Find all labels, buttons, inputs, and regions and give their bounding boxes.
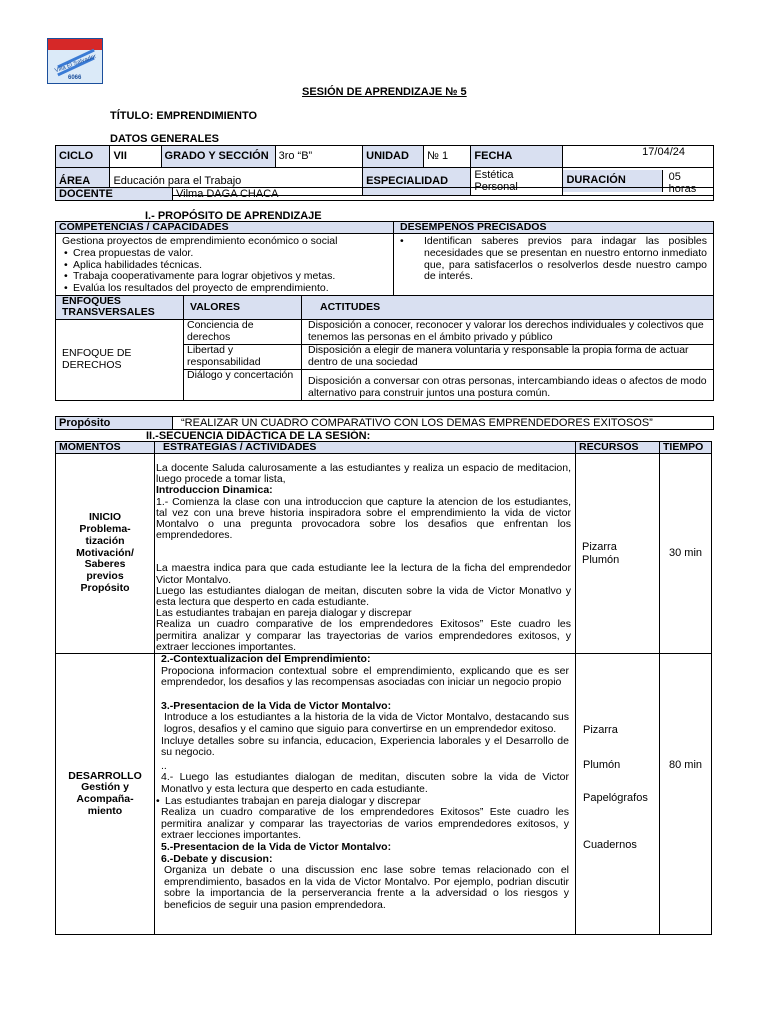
actitud-cell: Disposición a conocer, reconocer y valorar los derechos individuales y colectivos que tenemos las personas en el ámbito privado y público: [302, 320, 714, 345]
document-title: SESIÓN DE APRENDIZAJE № 5: [302, 86, 467, 98]
secuencia-table: [55, 441, 712, 935]
desarrollo-heading: 3.-Presentacion de la Vida de Victor Montalvo:: [161, 699, 392, 712]
tiempo-desarrollo: 80 min: [660, 654, 712, 935]
secuencia-heading: II.-SECUENCIA DIDÁCTICA DE LA SESIÓN:: [146, 430, 371, 442]
desempeno-text: Identifican saberes previos para indagar las posibles necesidades que se presentan en nuestro entorno inmediato que, para satisfacerlos o resolverlos desde nuestro campo de interés.: [424, 235, 707, 283]
inicio-paragraph: La maestra indica para que cada estudiante lee la lectura de la ficha del emprendedor Victor Montalvo.: [156, 562, 571, 586]
momento-line: Gestión y: [81, 781, 129, 794]
col-estrategias: ESTRATEGIAS / ACTIVIDADES: [155, 442, 576, 454]
recurso-item: Plumón: [583, 759, 621, 772]
especialidad-value: Estética Personal: [471, 168, 563, 196]
momento-desarrollo: [56, 654, 155, 935]
actitud-cell: Disposición a elegir de manera voluntaria y responsable la propia forma de actuar dentro de una sociedad: [302, 345, 714, 370]
area-value: Educación para el Trabajo: [110, 168, 363, 196]
recursos-inicio: [576, 454, 660, 654]
col-tiempo: TIEMPO: [660, 442, 712, 454]
proposito-value: “REALIZAR UN CUADRO COMPARATIVO CON LOS DEMAS EMPRENDEDORES EXITOSOS”: [173, 417, 714, 430]
momento-line: Acompaña-: [76, 793, 134, 806]
actitudes-header: ACTITUDES: [302, 296, 714, 320]
competencia-text: Gestiona proyectos de emprendimiento económico o social: [62, 235, 338, 247]
bullet-icon: •: [400, 235, 404, 247]
recurso-item: Plumón: [582, 553, 620, 566]
momento-line: miento: [87, 804, 123, 817]
valor-cell: Diálogo y concertación: [184, 370, 302, 401]
proposito-table: [55, 416, 714, 430]
valores-header: VALORES: [184, 296, 302, 320]
recurso-item: Papelógrafos: [583, 792, 648, 805]
docente-table: [55, 187, 714, 201]
actitud-cell: Disposición a conversar con otras personas, intercambiando ideas o afectos de modo alternativo para construir juntos una postura común.: [302, 370, 714, 401]
desarrollo-dots: ..: [161, 759, 167, 772]
desarrollo-paragraph: Realiza un cuadro comparative de los emprendedores Exitosos” Este cuadro les permitira analizar y comparar las trayectorias de varios emprendedores exitosos, y extraer lecciones importantes.: [161, 806, 569, 842]
especialidad-label: ESPECIALIDAD: [363, 168, 471, 196]
momento-line: Problema-: [79, 523, 131, 536]
inicio-paragraph: Realiza un cuadro comparative de los emprendedores Exitosos” Este cuadro les permitira analizar y comparar las trayectorias de varios emprendedores exitosos, y extraer lecciones importantes.: [156, 618, 571, 653]
recurso-item: Pizarra: [582, 541, 617, 554]
ciclo-label: CICLO: [56, 146, 110, 168]
desarrollo-heading: 2.-Contextualizacion del Emprendimiento:: [161, 653, 371, 666]
recursos-desarrollo: [576, 654, 660, 935]
ciclo-value: VII: [110, 146, 161, 168]
capacidad-item: • Crea propuestas de valor.: [62, 248, 387, 260]
desarrollo-paragraph: Propociona informacion contextual sobre el emprendimiento, explicando que es ser emprendedor, los desafios y las recompensas asociadas con iniciar un negocio propio: [161, 664, 569, 689]
momento-inicio: [56, 454, 155, 654]
competencias-table: [55, 221, 714, 298]
docente-value: Vilma DAGA CHACA: [173, 188, 714, 201]
fecha-label: FECHA: [471, 146, 563, 168]
grado-label: GRADO Y SECCIÓN: [161, 146, 275, 168]
recurso-item: Pizarra: [583, 724, 618, 737]
unidad-value: № 1: [424, 146, 471, 168]
momento-line: Saberes: [84, 558, 126, 571]
datos-heading: DATOS GENERALES: [110, 133, 219, 145]
inicio-paragraph: Luego las estudiantes dialogan de meitan, discuten sobre la vida de Victor Monatlvo y esta lectura que desperto en cada estudiante.: [156, 584, 571, 609]
enfoques-header: ENFOQUES TRANSVERSALES: [56, 296, 184, 320]
momento-line: DESARROLLO: [68, 769, 142, 782]
valor-cell: Libertad y responsabilidad: [184, 345, 302, 370]
momento-line: Motivación/: [76, 546, 134, 559]
desarrollo-bullets: [154, 796, 569, 808]
momento-line: Propósito: [80, 581, 130, 594]
inicio-paragraph: 1.- Comienza la clase con una introduccion que capture la atencion de los estudiantes, tal vez con una breve historia inspiradora sobre el emprendimiento la vida de victor Montalvo o una pregunta provocadora sobre los desafios que enfrentan los emprendedores.: [156, 495, 571, 542]
desarrollo-heading: 5.-Presentacion de la Vida de Victor Montalvo:: [161, 840, 392, 853]
inicio-heading: Introduccion Dinamica:: [156, 484, 273, 497]
competencias-cell: [56, 234, 394, 298]
desempenos-cell: [394, 234, 714, 298]
fecha-value: 17/04/24: [563, 146, 714, 168]
area-label: ÁREA: [56, 168, 110, 196]
enfoque-derechos: ENFOQUE DE DERECHOS: [56, 320, 184, 401]
inicio-paragraph: Las estudiantes trabajan en pareja dialogar y discrepar: [156, 607, 412, 620]
col-recursos: RECURSOS: [576, 442, 660, 454]
proposito-label: Propósito: [56, 417, 173, 430]
logo-code: 6066: [68, 75, 82, 81]
desarrollo-paragraph: 4.- Luego las estudiantes dialogan de meditan, discuten sobre la vida de Victor Monatlvo y esta lectura que desperto en cada estudiante.: [161, 771, 569, 795]
logo-text: Villa El Salvador: [54, 53, 98, 75]
valor-cell: Conciencia de derechos: [184, 320, 302, 345]
estrategias-inicio: [155, 454, 576, 654]
school-logo: [47, 38, 103, 84]
inicio-paragraph: La docente Saluda calurosamente a las estudiantes y realiza un espacio de meditacion, luego procede a tomar lista,: [156, 462, 571, 486]
desarrollo-heading: 6.-Debate y discusion:: [161, 852, 273, 865]
estrategias-desarrollo: [155, 654, 576, 935]
proposito-heading: I.- PROPÓSITO DE APRENDIZAJE: [145, 210, 322, 222]
recurso-item: Cuadernos: [583, 839, 637, 852]
duracion-value: 05 horas: [668, 171, 697, 196]
capacidad-item: • Aplica habilidades técnicas.: [62, 260, 387, 272]
unidad-label: UNIDAD: [363, 146, 424, 168]
duracion-label: DURACIÓN: [563, 170, 662, 192]
desempenos-header: DESEMPEÑOS PRECISADOS: [394, 222, 714, 234]
tiempo-inicio: 30 min: [660, 454, 712, 654]
desarrollo-paragraph: Organiza un debate o una discussion enc lase sobre temas relacionado con el emprendimiento, basados en la vida de Victor Montalvo. Por ejemplo, podrian discutir sobre la importancia de la perserverancia frente a la adversidad o los riesgos y beneficios de seguir una pasion emprendedora.: [164, 864, 569, 911]
enfoques-table: [55, 295, 714, 401]
momento-line: tización: [85, 534, 125, 547]
capacidad-item: • Evalúa los resultados del proyecto de emprendimiento.: [62, 283, 387, 295]
document-subtitle: TÍTULO: EMPRENDIMIENTO: [110, 110, 258, 122]
competencias-header: COMPETENCIAS / CAPACIDADES: [56, 222, 394, 234]
docente-label: DOCENTE: [56, 188, 173, 201]
capacidades-list: [62, 248, 387, 295]
desarrollo-paragraph: Introduce a los estudiantes a la historia de la vida de Victor Montalvo, destacando sus logros, desafios y el camino que siguio para convertirse en un emprendedor exitoso.: [164, 711, 569, 736]
momento-line: INICIO: [88, 511, 122, 524]
capacidad-item: • Trabaja cooperativamente para lograr objetivos y metas.: [62, 271, 387, 283]
col-momentos: MOMENTOS: [56, 442, 155, 454]
desarrollo-paragraph: Incluye detalles sobre su infancia, educacion, Experiencia laborales y el Desarrollo de su negocio.: [161, 734, 569, 759]
momento-line: previos: [86, 570, 124, 583]
desarrollo-bullet-item: • Las estudiantes trabajan en pareja dialogar y discrepar: [154, 796, 569, 808]
grado-value: 3ro “B”: [275, 146, 363, 168]
